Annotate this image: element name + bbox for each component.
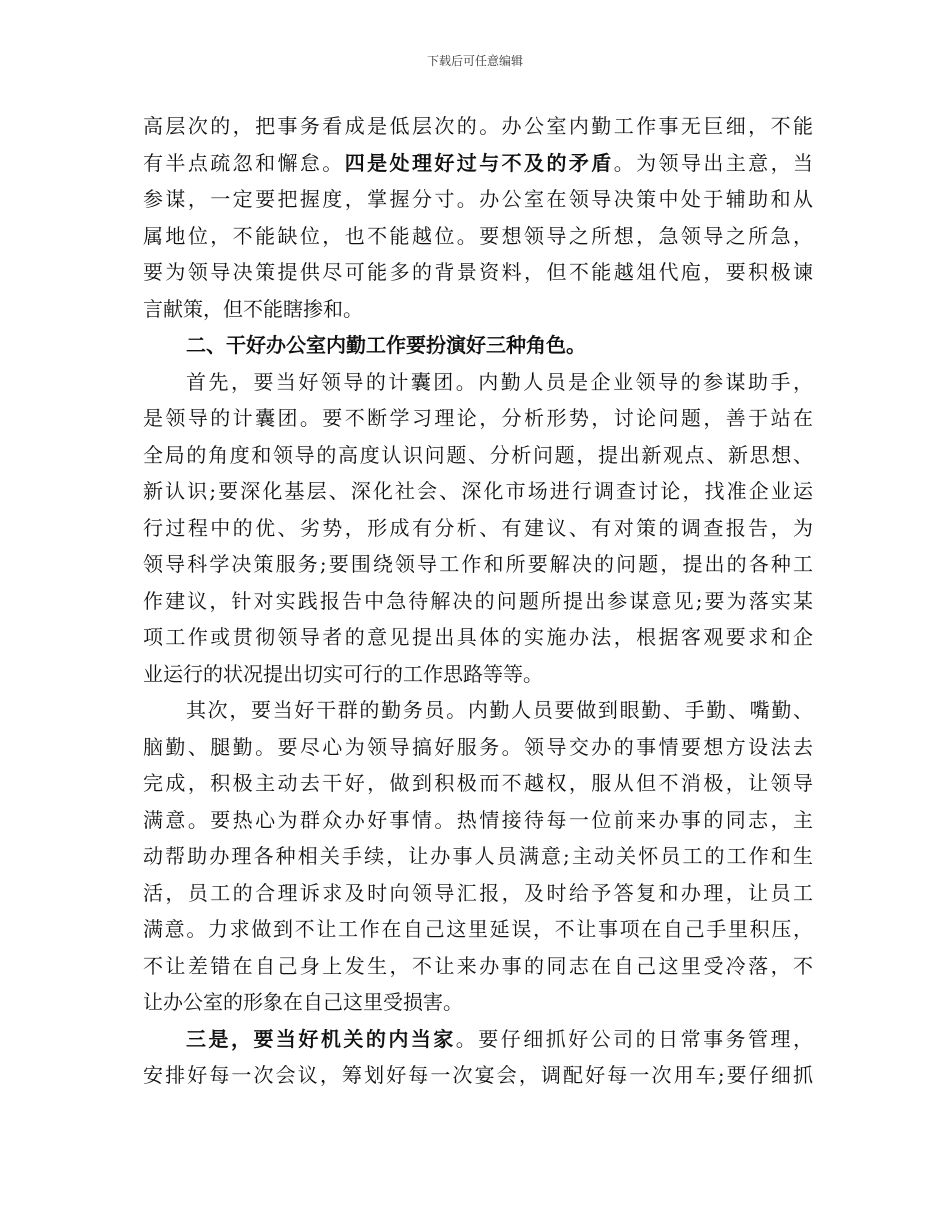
text-segment: 高层次的，把事务看成是低层次的。办公室内勤工作事无巨细，不能 <box>143 114 813 138</box>
document-body <box>143 108 813 1094</box>
text-segment: 有半点疏忽和懈怠。 <box>143 150 345 175</box>
text-line <box>143 145 813 182</box>
text-segment: 项工作或贯彻领导者的意见提出具体的实施办法，根据客观要求和企 <box>143 625 813 649</box>
text-segment: 行过程中的优、劣势，形成有分析、有建议、有对策的调查报告，为 <box>143 515 813 540</box>
text-segment: 。为领导出主意，当 <box>613 150 814 175</box>
text-line <box>143 364 813 401</box>
text-line <box>143 765 813 802</box>
text-segment: 属地位，不能缺位，也不能越位。要想领导之所想，急领导之所急， <box>143 223 813 248</box>
text-segment: 不让差错在自己身上发生，不让来办事的同志在自己这里受冷落，不 <box>143 953 813 978</box>
text-line <box>143 875 813 912</box>
text-segment: 满意。要热心为群众办好事情。热情接待每一位前来办事的同志，主 <box>143 807 813 832</box>
text-segment: 活，员工的合理诉求及时向领导汇报，及时给予答复和办理，让员工 <box>143 880 813 905</box>
text-line <box>143 1057 813 1094</box>
text-segment: 要为领导决策提供尽可能多的背景资料，但不能越俎代庖，要积极谏 <box>143 260 813 284</box>
text-line <box>143 729 813 766</box>
text-segment: 言献策，但不能瞎掺和。 <box>143 296 363 321</box>
text-line <box>143 546 813 583</box>
text-line <box>143 619 813 656</box>
text-segment: 参谋，一定要把握度，掌握分寸。办公室在领导决策中处于辅助和从 <box>143 187 813 211</box>
text-line <box>143 984 813 1021</box>
text-segment: 。要仔细抓好公司的日常事务管理， <box>455 1026 814 1051</box>
text-line <box>143 218 813 255</box>
bold-text-segment: 四是处理好过与不及的矛盾 <box>344 150 614 175</box>
text-segment: 让办公室的形象在自己这里受损害。 <box>143 990 463 1014</box>
text-segment: 完成，积极主动去干好，做到积极而不越权，服从但不消极，让领导 <box>143 771 813 795</box>
text-line <box>143 583 813 620</box>
text-segment: 新认识;要深化基层、深化社会、深化市场进行调查讨论，找准企业运 <box>143 479 813 503</box>
text-segment: 领导科学决策服务;要围绕领导工作和所要解决的问题，提出的各种工 <box>143 552 813 576</box>
text-segment: 全局的角度和领导的高度认识问题、分析问题，提出新观点、新思想、 <box>143 442 813 467</box>
text-segment: 作建议，针对实践报告中急待解决的问题所提出参谋意见;要为落实某 <box>143 588 813 613</box>
text-line <box>143 948 813 985</box>
text-segment: 是领导的计囊团。要不断学习理论，分析形势，讨论问题，善于站在 <box>143 406 813 430</box>
text-segment: 满意。力求做到不让工作在自己这里延误，不让事项在自己手里积压， <box>143 917 813 941</box>
text-segment: 安排好每一次会议，筹划好每一次宴会，调配好每一次用车;要仔细抓 <box>143 1063 813 1087</box>
text-segment: 动帮助办理各种相关手续，让办事人员满意;主动关怀员工的工作和生 <box>143 844 813 868</box>
page-header: 下载后可任意编辑 <box>426 54 523 68</box>
text-line <box>143 400 813 437</box>
text-segment: 脑勤、腿勤。要尽心为领导搞好服务。领导交办的事情要想方设法去 <box>143 734 813 759</box>
text-segment: 首先，要当好领导的计囊团。内勤人员是企业领导的参谋助手， <box>186 369 813 394</box>
text-line <box>143 181 813 218</box>
text-line <box>143 437 813 474</box>
bold-text-segment: 二、干好办公室内勤工作要扮演好三种角色。 <box>186 333 586 357</box>
text-line <box>143 327 813 364</box>
text-line <box>143 911 813 948</box>
text-line <box>143 1021 813 1058</box>
text-line <box>143 510 813 547</box>
text-line <box>143 254 813 291</box>
text-segment: 业运行的状况提出切实可行的工作思路等等。 <box>143 661 543 686</box>
text-line <box>143 291 813 328</box>
text-line <box>143 838 813 875</box>
text-line <box>143 473 813 510</box>
text-line <box>143 802 813 839</box>
text-line <box>143 108 813 145</box>
text-segment: 其次，要当好干群的勤务员。内勤人员要做到眼勤、手勤、嘴勤、 <box>186 698 813 722</box>
text-line <box>143 692 813 729</box>
bold-text-segment: 三是，要当好机关的内当家 <box>186 1026 456 1051</box>
text-line <box>143 656 813 693</box>
